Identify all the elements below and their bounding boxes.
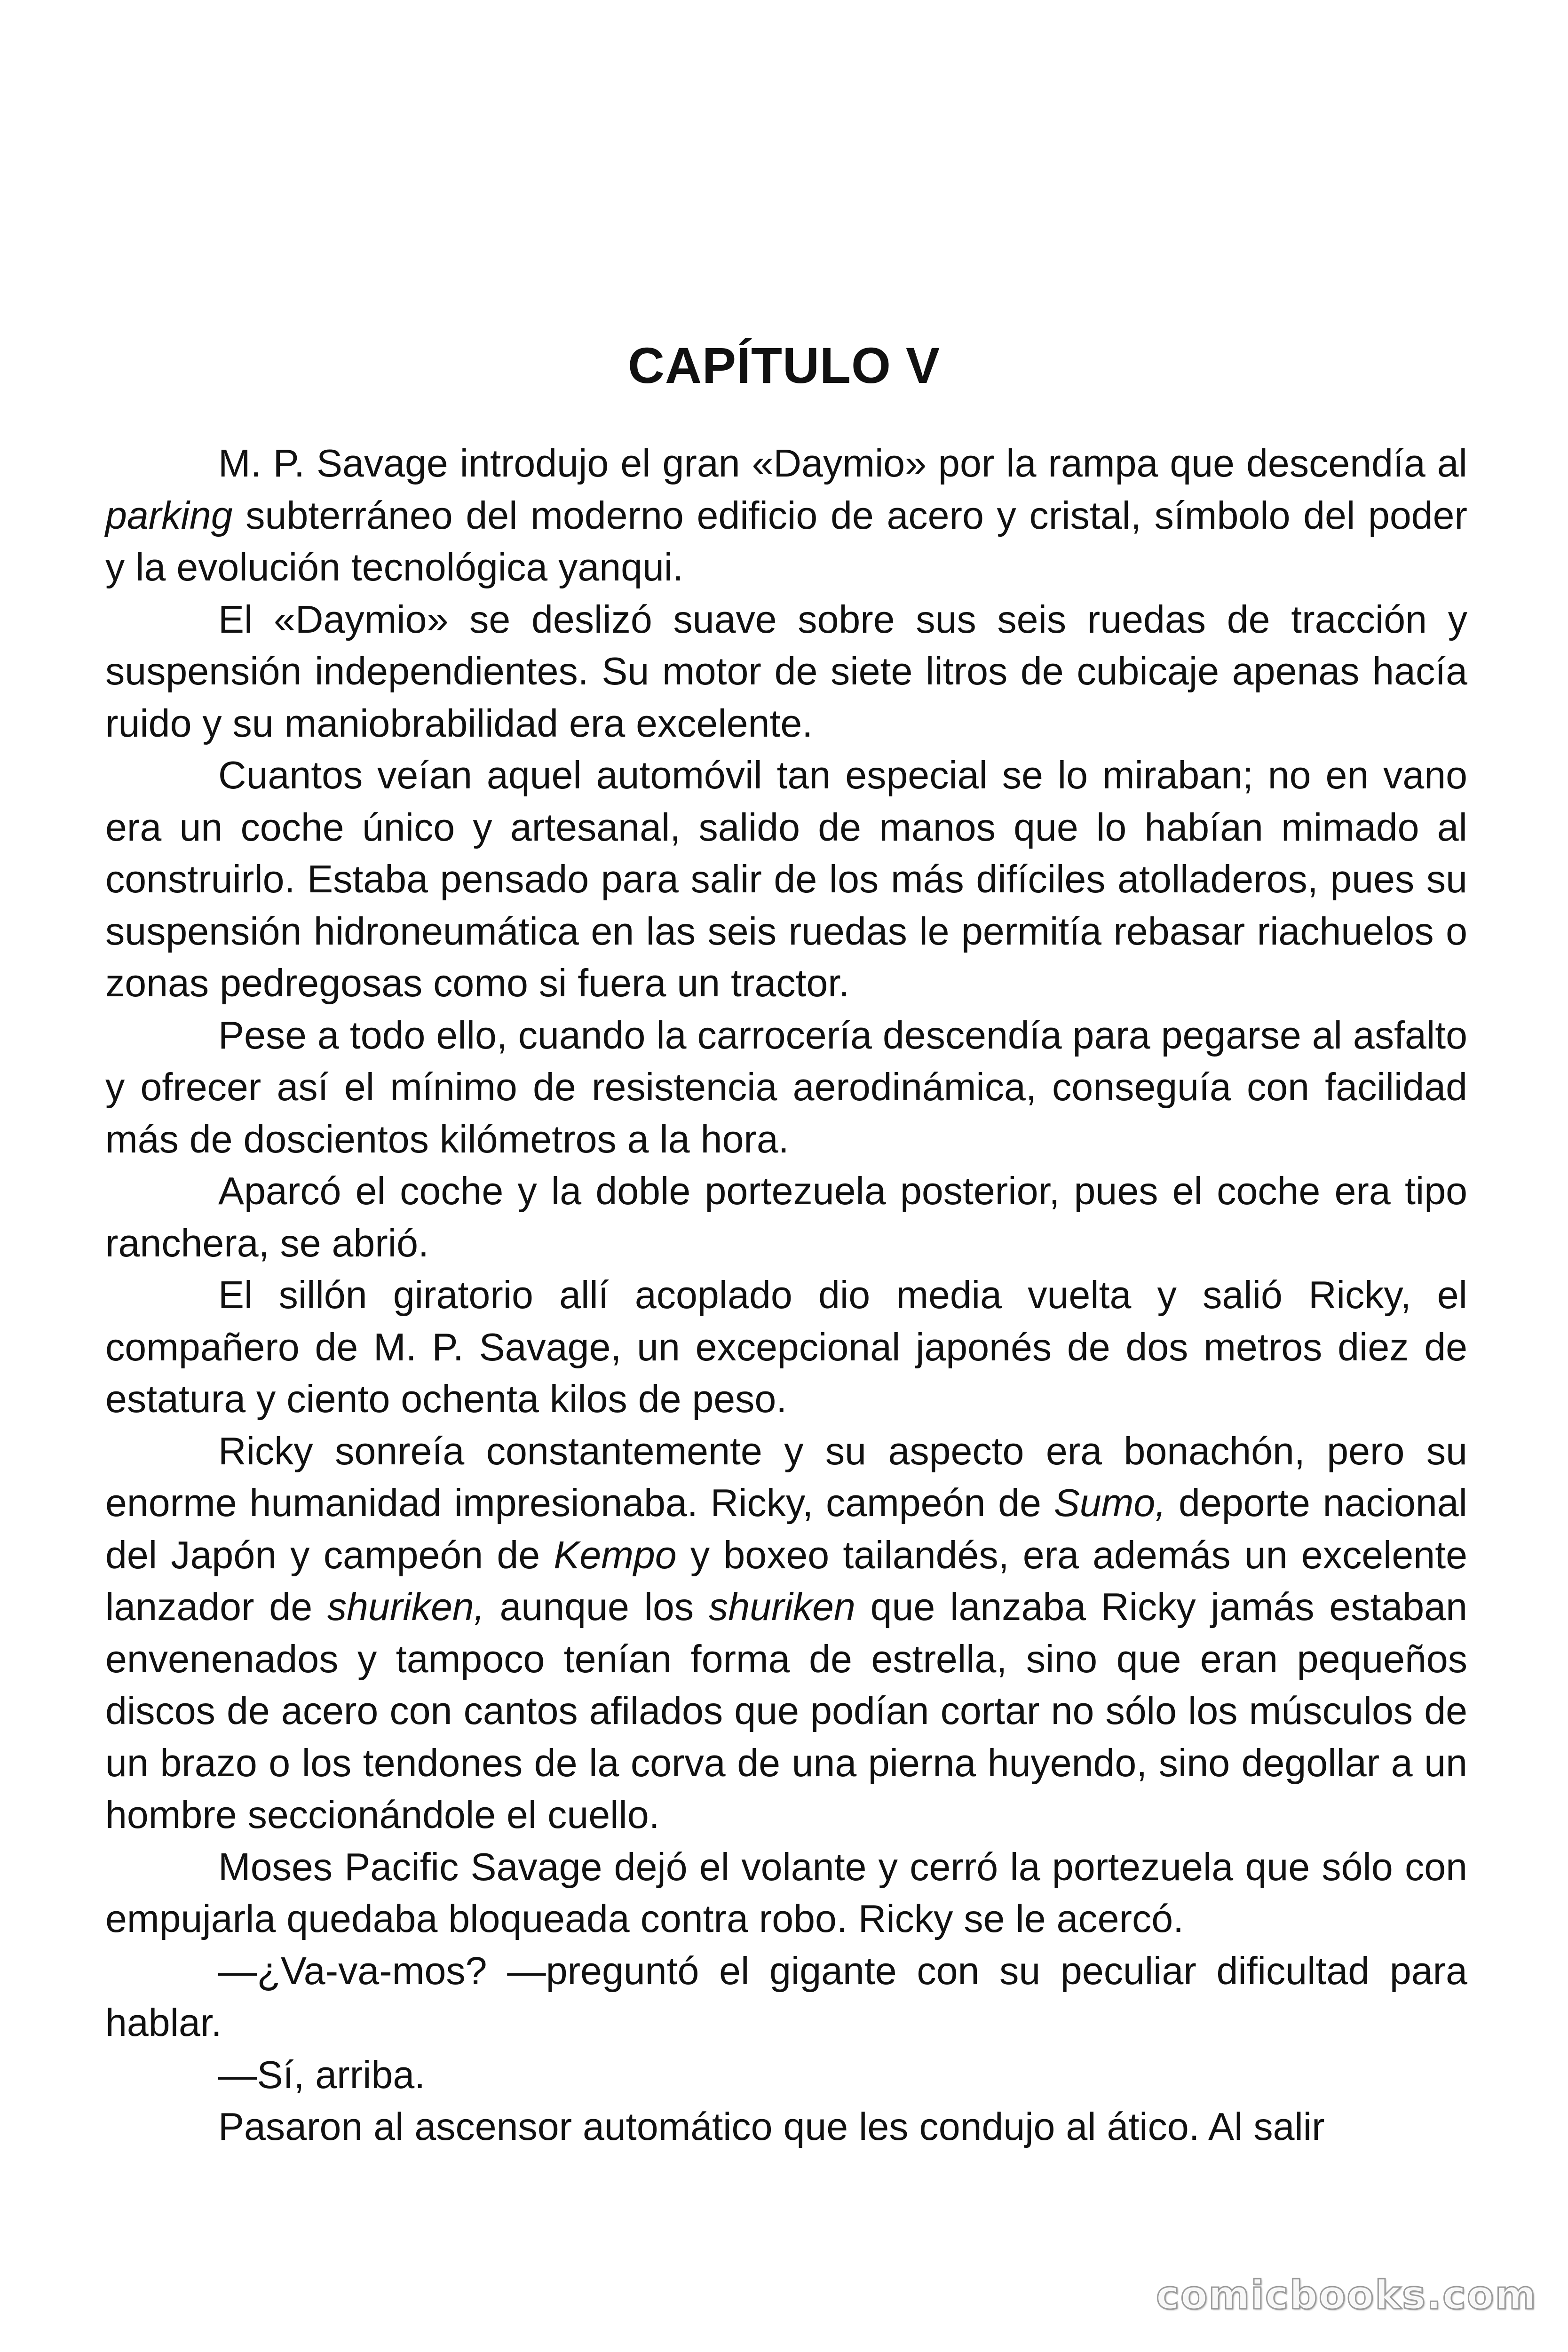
watermark: comicbooks.com [1156,2272,1537,2318]
paragraph [105,1269,1467,1425]
text-run: aunque los [484,1585,709,1629]
text-run: El «Daymio» se deslizó suave sobre sus seis ruedas de tracción y suspensión independientes. Su motor de siete litros de cubicaje apenas hacía ruido y su maniobrabilidad era excelente. [105,597,1467,745]
text-run: —¿Va-va-mos? —preguntó el gigante con su peculiar dificultad para hablar. [105,1949,1467,2044]
paragraph [105,594,1467,750]
text-run: que lanzaba Ricky jamás estaban envenenados y tampoco tenían forma de estrella, sino que eran pequeños discos de acero con cantos afilados que podían cortar no sólo los músculos de un brazo o los tendones de la corva de una pierna huyendo, sino degollar a un hombre seccionándole el cuello. [105,1585,1467,1836]
text-run: subterráneo del moderno edificio de acero y cristal, símbolo del poder y la evolución tecnológica yanqui. [105,493,1467,589]
italic-text: shuriken [708,1585,855,1629]
text-run: y boxeo tailandés, era además un excelente lanzador de [105,1533,1467,1629]
text-run: deporte nacional del Japón y campeón de [105,1481,1467,1577]
text-run: Aparcó el coche y la doble portezuela posterior, pues el coche era tipo ranchera, se abrió. [105,1169,1467,1265]
italic-text: shuriken, [327,1585,485,1629]
text-run: M. P. Savage introdujo el gran «Daymio» por la rampa que descendía al [218,442,1467,485]
chapter-body [105,437,1467,2153]
text-run: —Sí, arriba. [218,2053,426,2097]
chapter-title: CAPÍTULO V [627,337,940,394]
italic-text: Kempo [554,1533,677,1577]
paragraph [105,1945,1467,2049]
paragraph [105,1425,1467,1841]
paragraph [105,2049,1467,2101]
paragraph [105,749,1467,1009]
paragraph [105,1841,1467,1945]
text-run: Pasaron al ascensor automático que les condujo al ático. Al salir [218,2105,1325,2148]
paragraph [105,1009,1467,1166]
text-run: Cuantos veían aquel automóvil tan especial se lo miraban; no en vano era un coche único y artesanal, salido de manos que lo habían mimado al construirlo. Estaba pensado para salir de los más difíciles atolladeros, pues su suspensión hidroneumática en las seis ruedas le permitía rebasar riachuelos o zonas pedregosas como si fuera un tractor. [105,754,1467,1005]
text-run: El sillón giratorio allí acoplado dio media vuelta y salió Ricky, el compañero de M. P. Savage, un excepcional japonés de dos metros diez de estatura y ciento ochenta kilos de peso. [105,1273,1467,1421]
italic-text: Sumo, [1053,1481,1166,1525]
text-run: Ricky sonreía constantemente y su aspecto era bonachón, pero su enorme humanidad impresionaba. Ricky, campeón de [105,1429,1467,1525]
text-run: Pese a todo ello, cuando la carrocería descendía para pegarse al asfalto y ofrecer así el mínimo de resistencia aerodinámica, conseguía con facilidad más de doscientos kilómetros a la hora. [105,1013,1467,1161]
paragraph [105,437,1467,594]
paragraph [105,1165,1467,1269]
text-run: Moses Pacific Savage dejó el volante y cerró la portezuela que sólo con empujarla quedaba bloqueada contra robo. Ricky se le acercó. [105,1845,1467,1940]
paragraph [105,2101,1467,2153]
italic-text: parking [105,493,233,537]
